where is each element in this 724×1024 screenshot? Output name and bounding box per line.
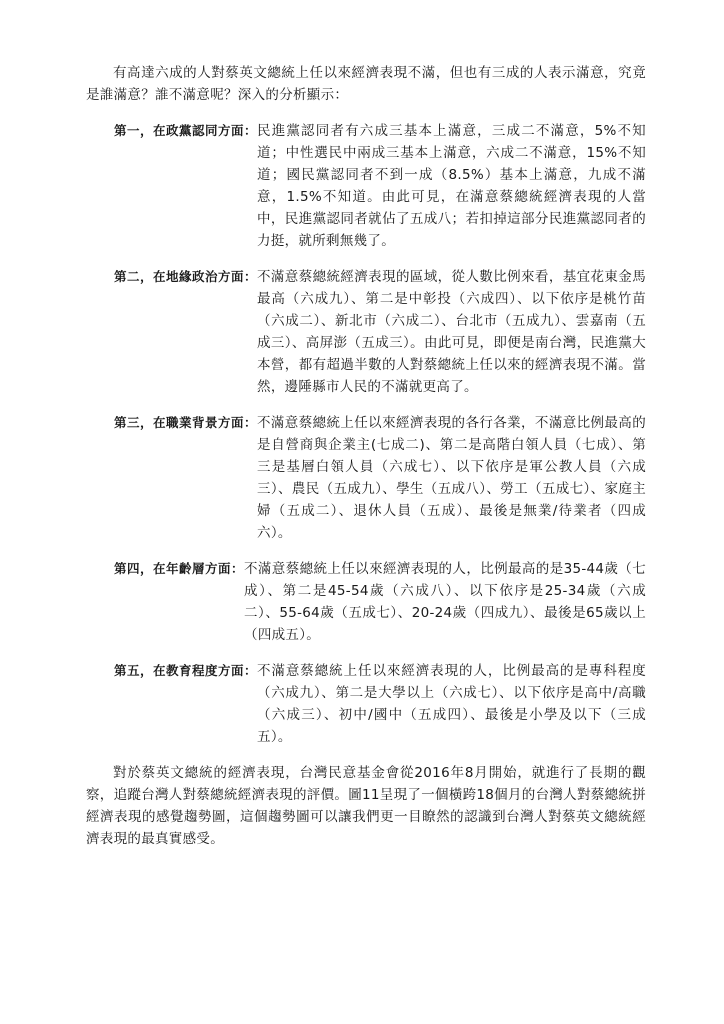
point-label: 第二，在地緣政治方面： <box>114 269 258 284</box>
point-text: 不滿意蔡總統上任以來經濟表現的人，比例最高的是專科程度（六成九）、第二是大學以上（六成七）、以下依序是高中/高職（六成三）、初中/國中（五成四）、最後是小學及以下（三成五）。 <box>257 663 646 745</box>
closing-paragraph: 對於蔡英文總統的經濟表現，台灣民意基金會從2016年8月開始，就進行了長期的觀察，追蹤台灣人對蔡總統經濟表現的評價。圖11呈現了一個橫跨18個月的台灣人對蔡總統拼經濟表現的感覺趨勢圖，這個趨勢圖可以讓我們更一目瞭然的認識到台灣人對蔡英文總統經濟表現的最真實感受。 <box>86 765 646 847</box>
document-page <box>86 62 646 864</box>
point-label: 第三，在職業背景方面： <box>114 415 258 430</box>
point-occupation <box>114 412 646 544</box>
point-text: 不滿意蔡總統上任以來經濟表現的各行各業，不滿意比例最高的是自營商與企業主(七成二)、第二是高階白領人員（七成）、第三是基層白領人員（六成七）、以下依序是軍公教人員（六成三）、農民（五成九）、學生（五成八）、勞工（五成七）、家庭主婦（五成二）、退休人員（五成）、最後是無業/待業者（四成六）。 <box>257 415 646 541</box>
point-education <box>114 660 646 748</box>
point-label: 第一，在政黨認同方面： <box>114 123 258 138</box>
point-geopolitics <box>114 266 646 398</box>
point-text: 不滿意蔡總統經濟表現的區域，從人數比例來看，基宜花東金馬最高（六成九）、第二是中彰投（六成四）、以下依序是桃竹苗（六成二）、新北市（六成二）、台北市（五成九）、雲嘉南（五成三）、高屏澎（五成三）。由此可見，即便是南台灣，民進黨大本營，都有超過半數的人對蔡總統上任以來的經濟表現不滿。當然，邊陲縣市人民的不滿就更高了。 <box>257 269 646 395</box>
intro-paragraph: 有高達六成的人對蔡英文總統上任以來經濟表現不滿，但也有三成的人表示滿意，究竟是誰滿意？誰不滿意呢？深入的分析顯示： <box>86 65 646 103</box>
point-text: 民進黨認同者有六成三基本上滿意，三成二不滿意，5%不知道；中性選民中兩成三基本上滿意，六成二不滿意，15%不知道；國民黨認同者不到一成（8.5%）基本上滿意，九成不滿意，1.5%不知道。由此可見，在滿意蔡總統經濟表現的人當中，民進黨認同者就佔了五成八；若扣掉這部分民進黨認同者的力挺，就所剩無幾了。 <box>257 123 646 249</box>
point-party-identity <box>114 120 646 252</box>
point-label: 第四，在年齡層方面： <box>114 561 245 576</box>
point-text: 不滿意蔡總統上任以來經濟表現的人，比例最高的是35-44歲（七成）、第二是45-54歲（六成八）、以下依序是25-34歲（六成二）、55-64歲（五成七）、20-24歲（四成九）、最後是65歲以上（四成五）。 <box>244 561 646 643</box>
point-label: 第五，在教育程度方面： <box>114 663 258 678</box>
point-age-group <box>114 558 646 646</box>
